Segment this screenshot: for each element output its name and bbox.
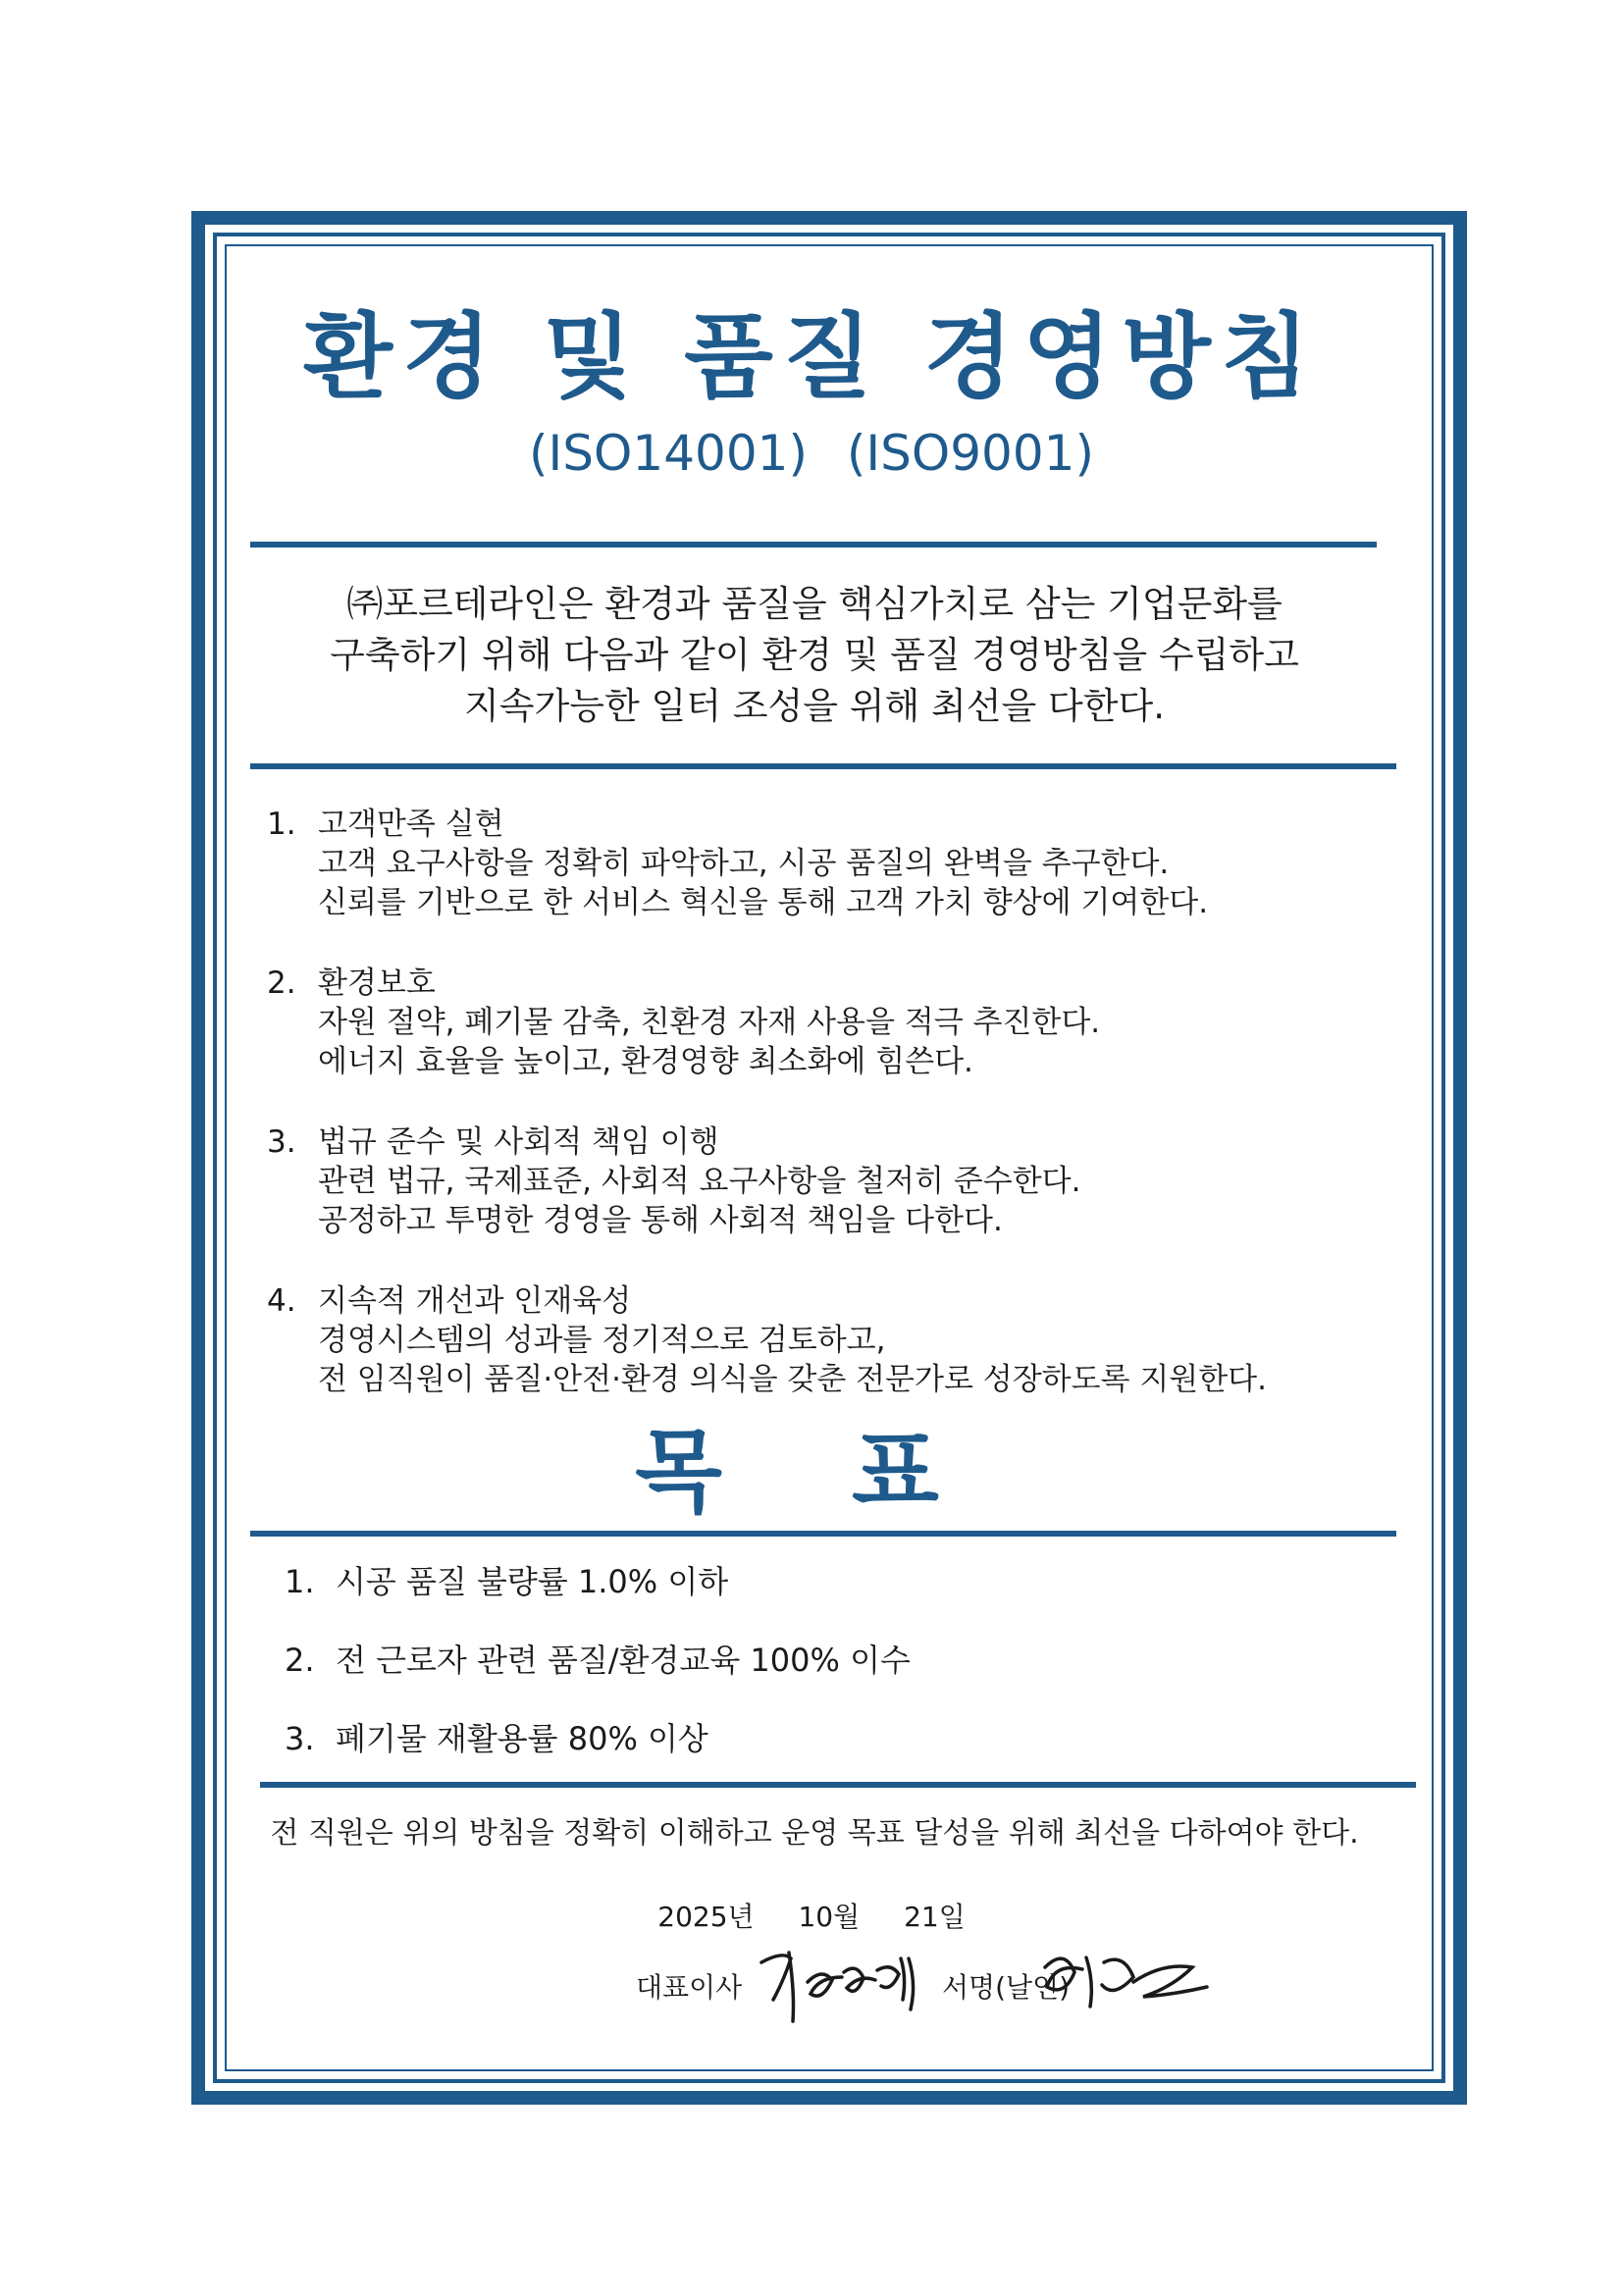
policy-item [267, 964, 1395, 1122]
intro-line: 지속가능한 일터 조성을 위해 최선을 다한다. [464, 685, 1165, 727]
policy-list [267, 805, 1395, 1440]
goal-text: 전 근로자 관련 품질/환경교육 100% 이수 [336, 1642, 911, 1679]
document-subtitle: (ISO14001) (ISO9001) [529, 425, 1094, 482]
policy-number: 2. [267, 965, 296, 1001]
divider-top [250, 542, 1377, 548]
goal-item [285, 1562, 1364, 1641]
policy-line: 자원 절약, 폐기물 감축, 친환경 자재 사용을 적극 추진한다. [318, 1005, 1101, 1040]
goal-number: 3. [285, 1720, 315, 1757]
goal-text: 시공 품질 불량률 1.0% 이하 [336, 1563, 729, 1600]
policy-number: 1. [267, 807, 296, 842]
policy-line: 전 임직원이 품질·안전·환경 의식을 갖춘 전문가로 성장하도록 지원한다. [318, 1362, 1267, 1397]
policy-number: 4. [267, 1283, 296, 1319]
policy-line: 신뢰를 기반으로 한 서비스 혁신을 통해 고객 가치 향상에 기여한다. [318, 885, 1209, 920]
policy-item [267, 1281, 1395, 1440]
policy-line: 에너지 효율을 높이고, 환경영향 최소화에 힘쓴다. [318, 1044, 973, 1079]
policy-title: 지속적 개선과 인재육성 [318, 1283, 632, 1319]
date-month: 10월 [798, 1901, 861, 1933]
date-year: 2025년 [657, 1901, 755, 1933]
closing-statement: 전 직원은 위의 방침을 정확히 이해하고 운영 목표 달성을 위해 최선을 다하여야 한다. [270, 1816, 1359, 1851]
intro-line: ㈜포르테라인은 환경과 품질을 핵심가치로 삼는 기업문화를 [346, 583, 1283, 625]
date-day: 21일 [904, 1901, 966, 1933]
ceo-signature [754, 1923, 950, 2031]
goal-number: 2. [285, 1642, 315, 1679]
divider-goals [250, 1531, 1396, 1537]
ceo-label: 대표이사 [636, 1971, 743, 2004]
policy-title: 법규 준수 및 사회적 책임 이행 [318, 1124, 719, 1160]
goal-list [285, 1562, 1364, 1798]
policy-line: 공정하고 투명한 경영을 통해 사회적 책임을 다한다. [318, 1203, 1003, 1238]
policy-item [267, 1122, 1395, 1281]
ceo-seal-signature [1025, 1928, 1222, 2026]
goal-item [285, 1641, 1364, 1719]
goals-title: 목 표 [635, 1420, 988, 1525]
divider-closing [260, 1782, 1416, 1788]
policy-title: 환경보호 [318, 965, 436, 1001]
policy-item [267, 805, 1395, 964]
policy-title: 고객만족 실현 [318, 807, 504, 842]
policy-number: 3. [267, 1124, 296, 1160]
divider-intro [250, 763, 1396, 769]
goal-number: 1. [285, 1563, 315, 1600]
intro-line: 구축하기 위해 다음과 같이 환경 및 품질 경영방침을 수립하고 [330, 634, 1299, 676]
sign-label: 서명(날인) [942, 1971, 1071, 2004]
goal-text: 폐기물 재활용률 80% 이상 [336, 1720, 708, 1757]
document-title: 환경 및 품질 경영방침 [303, 304, 1320, 411]
policy-line: 고객 요구사항을 정확히 파악하고, 시공 품질의 완벽을 추구한다. [318, 846, 1170, 881]
policy-line: 경영시스템의 성과를 정기적으로 검토하고, [318, 1323, 886, 1358]
policy-line: 관련 법규, 국제표준, 사회적 요구사항을 철저히 준수한다. [318, 1164, 1081, 1199]
intro-paragraph [226, 579, 1403, 732]
